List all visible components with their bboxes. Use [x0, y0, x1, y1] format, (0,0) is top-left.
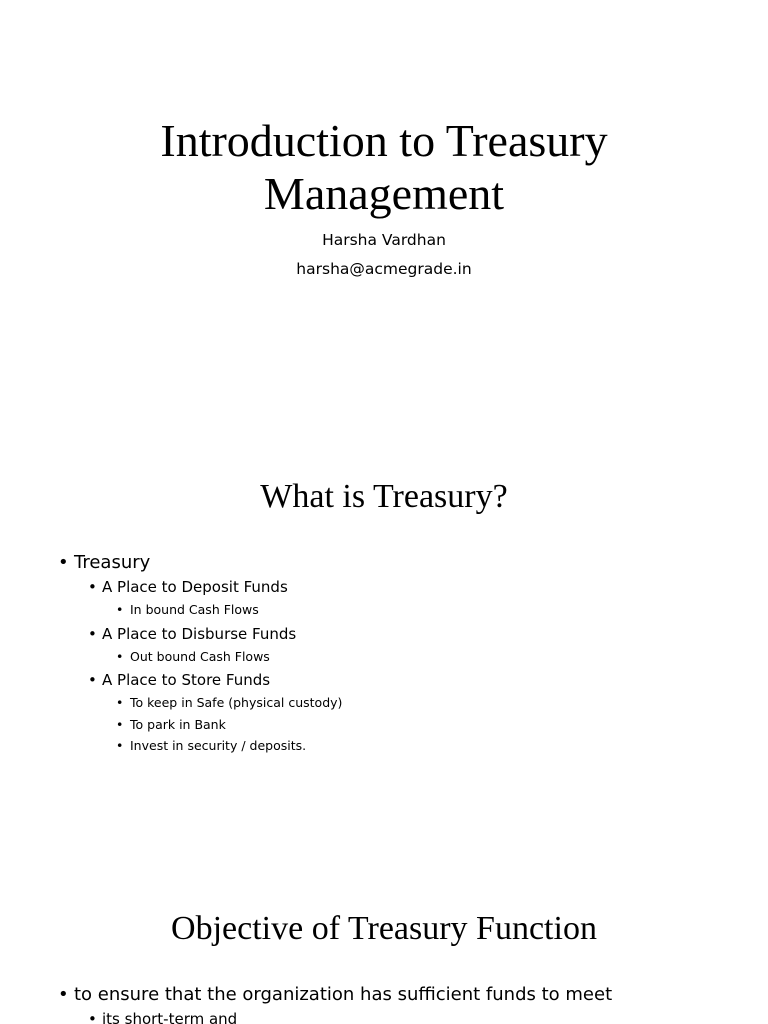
sub-sub-bullet-item: • To park in Bank: [0, 714, 342, 736]
title-line: Introduction to Treasury: [160, 115, 608, 166]
content-slide-objective: [0, 840, 768, 1024]
sub-bullet-item: • A Place to Store Funds: [0, 669, 342, 692]
bullet-item: • Treasury: [0, 550, 342, 576]
slide-title: Objective of Treasury Function: [171, 910, 597, 947]
sub-sub-bullet-item: • Invest in security / deposits.: [0, 735, 342, 757]
presentation-title: [0, 114, 768, 220]
sub-bullet-item: • A Place to Deposit Funds: [0, 576, 342, 599]
content-slide-what-is-treasury: [0, 440, 768, 840]
sub-bullet-item: • A Place to Disburse Funds: [0, 623, 342, 646]
sub-sub-bullet-item: • In bound Cash Flows: [0, 599, 342, 621]
sub-sub-bullet-item: • To keep in Safe (physical custody): [0, 692, 342, 714]
title-slide: [0, 0, 768, 440]
bullet-item: • to ensure that the organization has sufficient funds to meet: [0, 982, 612, 1008]
sub-bullet-item: • its short-term and: [0, 1008, 612, 1024]
slide-title: What is Treasury?: [260, 478, 508, 515]
author-name: Harsha Vardhan: [322, 231, 446, 249]
bullet-list: [0, 982, 612, 1024]
sub-sub-bullet-item: • Out bound Cash Flows: [0, 646, 342, 668]
author-block: [0, 226, 768, 284]
author-email: harsha@acmegrade.in: [296, 260, 472, 278]
bullet-list: [0, 550, 342, 757]
title-line: Management: [263, 168, 505, 219]
